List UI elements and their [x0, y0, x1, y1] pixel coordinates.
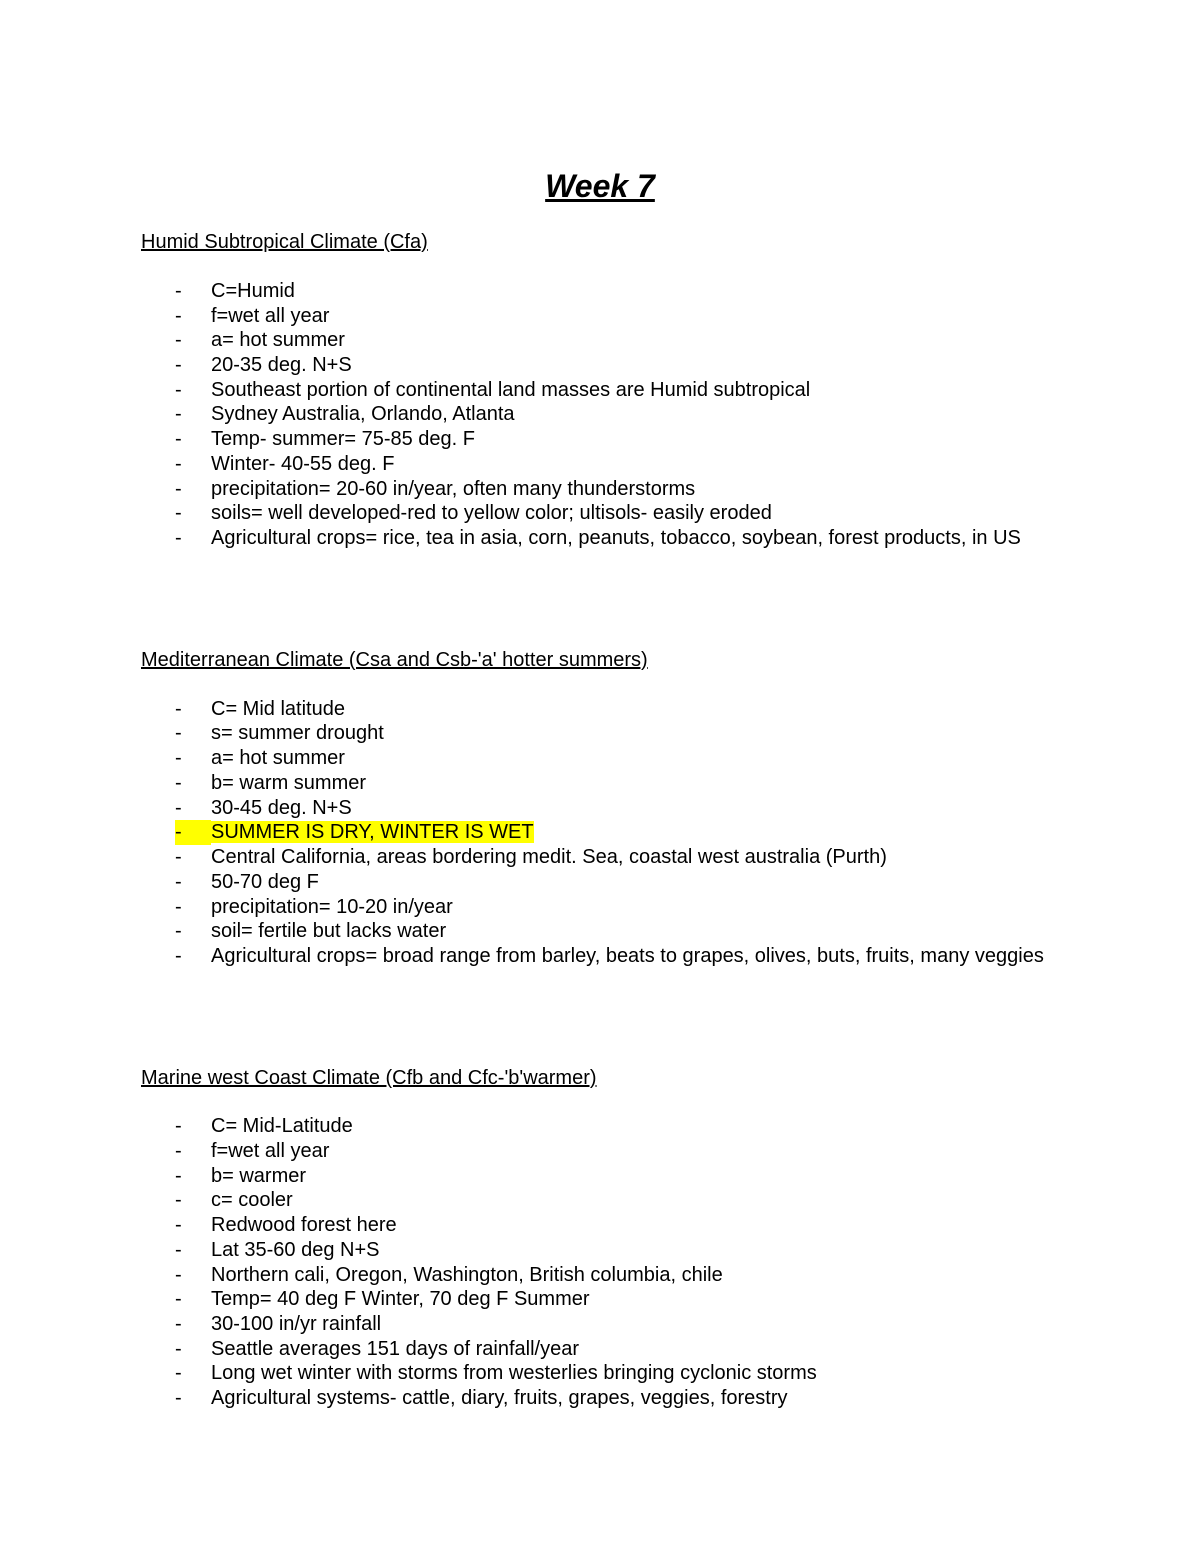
section-heading-marine-west-coast: Marine west Coast Climate (Cfb and Cfc-'b'warmer) — [141, 1067, 597, 1089]
list-item-text: Lat 35-60 deg N+S — [211, 1239, 380, 1261]
bullet-dash: - — [175, 1313, 182, 1335]
bullet-dash: - — [175, 527, 182, 549]
list-item-text: f=wet all year — [211, 305, 330, 327]
section-heading-mediterranean: Mediterranean Climate (Csa and Csb-'a' hotter summers) — [141, 649, 648, 671]
bullet-dash: - — [175, 1362, 182, 1384]
bullet-dash: - — [175, 722, 182, 744]
list-item-text: Winter- 40-55 deg. F — [211, 453, 395, 475]
list-item-text: 20-35 deg. N+S — [211, 354, 352, 376]
list-item-text: Agricultural systems- cattle, diary, fruits, grapes, veggies, forestry — [211, 1387, 788, 1409]
bullet-dash: - — [175, 280, 182, 302]
list-item-text: C= Mid latitude — [211, 698, 345, 720]
list-item-text: a= hot summer — [211, 747, 345, 769]
list-item-text: s= summer drought — [211, 722, 384, 744]
list-item-text: 30-100 in/yr rainfall — [211, 1313, 382, 1335]
bullet-dash: - — [175, 945, 182, 967]
list-item-text: Seattle averages 151 days of rainfall/year — [211, 1338, 579, 1360]
bullet-dash: - — [175, 896, 182, 918]
bullet-dash: - — [175, 354, 182, 376]
list-item-text: b= warm summer — [211, 772, 367, 794]
list-item-text: Northern cali, Oregon, Washington, British columbia, chile — [211, 1264, 723, 1286]
bullet-dash: - — [175, 698, 182, 720]
bullet-dash: - — [175, 453, 182, 475]
bullet-dash: - — [175, 478, 182, 500]
bullet-dash: - — [175, 379, 182, 401]
list-item-text: b= warmer — [211, 1165, 307, 1187]
highlighted-text: SUMMER IS DRY, WINTER IS WET — [211, 821, 534, 843]
bullet-dash: - — [175, 1115, 182, 1137]
list-item-text: 50-70 deg F — [211, 871, 319, 893]
page-title: Week 7 — [545, 168, 655, 204]
bullet-dash: - — [175, 1387, 182, 1409]
list-item-text: C= Mid-Latitude — [211, 1115, 353, 1137]
list-item-text: c= cooler — [211, 1189, 293, 1211]
bullet-dash: - — [175, 428, 182, 450]
list-item-text: 30-45 deg. N+S — [211, 797, 352, 819]
list-item-text: C=Humid — [211, 280, 295, 302]
list-item-text: f=wet all year — [211, 1140, 330, 1162]
bullet-dash: - — [175, 1264, 182, 1286]
bullet-dash: - — [175, 1189, 182, 1211]
bullet-dash: - — [175, 403, 182, 425]
bullet-dash: - — [175, 1165, 182, 1187]
list-item-text: Long wet winter with storms from westerlies bringing cyclonic storms — [211, 1362, 817, 1384]
bullet-dash: - — [175, 1214, 182, 1236]
bullet-dash: - — [175, 1140, 182, 1162]
bullet-dash: - — [175, 1239, 182, 1261]
bullet-dash: - — [175, 772, 182, 794]
list-item-text: precipitation= 20-60 in/year, often many thunderstorms — [211, 478, 696, 500]
list-item-text: precipitation= 10-20 in/year — [211, 896, 453, 918]
list-item-text: a= hot summer — [211, 329, 345, 351]
bullet-dash: - — [175, 1338, 182, 1360]
list-item-text: Agricultural crops= broad range from barley, beats to grapes, olives, buts, fruits, many veggies — [211, 945, 1044, 967]
bullet-dash: - — [175, 305, 182, 327]
list-item-text: Agricultural crops= rice, tea in asia, corn, peanuts, tobacco, soybean, forest products, in US — [211, 527, 1021, 549]
bullet-dash: - — [175, 846, 182, 868]
list-item-text: soils= well developed-red to yellow color; ultisols- easily eroded — [211, 502, 772, 524]
list-item-text: soil= fertile but lacks water — [211, 920, 447, 942]
list-item-text: Redwood forest here — [211, 1214, 397, 1236]
list-item-text: Temp- summer= 75-85 deg. F — [211, 428, 475, 450]
bullet-dash: - — [175, 920, 182, 942]
bullet-dash: - — [175, 329, 182, 351]
list-item-text: Southeast portion of continental land masses are Humid subtropical — [211, 379, 811, 401]
bullet-dash: - — [175, 1288, 182, 1310]
bullet-dash: - — [175, 820, 211, 845]
bullet-dash: - — [175, 797, 182, 819]
bullet-dash: - — [175, 747, 182, 769]
list-item-text: Temp= 40 deg F Winter, 70 deg F Summer — [211, 1288, 590, 1310]
section-heading-humid-subtropical: Humid Subtropical Climate (Cfa) — [141, 231, 428, 253]
bullet-dash: - — [175, 871, 182, 893]
list-item-text: Central California, areas bordering medit. Sea, coastal west australia (Purth) — [211, 846, 887, 868]
list-item-text: Sydney Australia, Orlando, Atlanta — [211, 403, 515, 425]
bullet-dash: - — [175, 502, 182, 524]
